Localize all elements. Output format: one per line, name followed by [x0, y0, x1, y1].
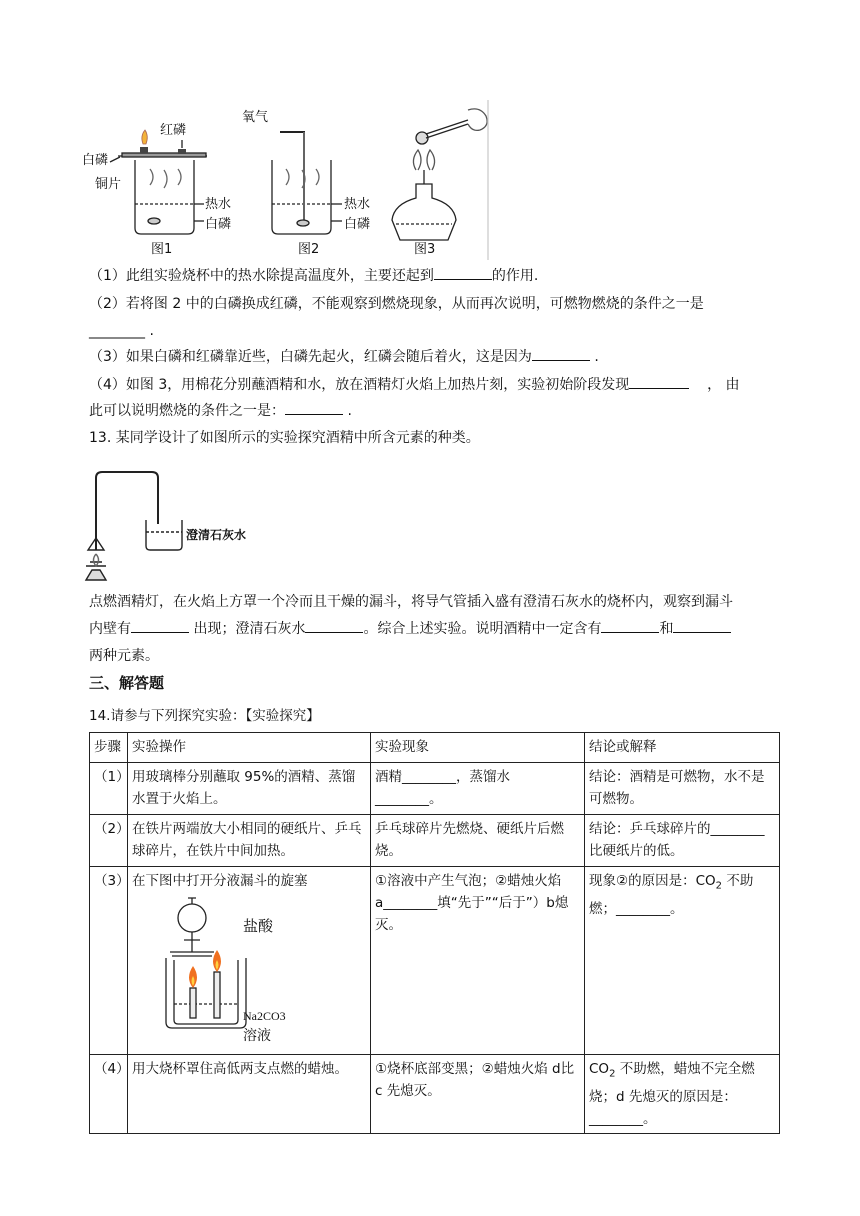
cell-step: （2）	[90, 815, 128, 867]
cell-observation	[371, 763, 585, 815]
q13-para-text-2d: 和	[659, 621, 674, 637]
header-operation: 实验操作	[128, 733, 371, 763]
fig-label-sodium-carbonate: Na2CO3	[243, 1009, 286, 1023]
cell-conclusion	[585, 867, 780, 1055]
header-observation: 实验现象	[371, 733, 585, 763]
cell-operation: 用玻璃棒分别蘸取 95%的酒精、蒸馏水置于火焰上。	[128, 763, 371, 815]
q12-part-2-text: （2）若将图 2 中的白磷换成红磷，不能观察到燃烧现象，从而再次说明，可燃物燃烧的条件之一是	[89, 296, 704, 312]
q12-line-4	[89, 346, 779, 368]
q12-line-6	[89, 400, 779, 422]
fig1-label-hot-water: 热水	[205, 197, 232, 212]
q13-para-text-2b: 出现；澄清石灰水	[193, 621, 306, 637]
combustion-figures	[80, 100, 500, 260]
cell-operation: 在铁片两端放大小相同的硬纸片、乒乓球碎片，在铁片中间加热。	[128, 815, 371, 867]
fig-label-hydrochloric-acid: 盐酸	[243, 917, 274, 935]
q12-line-2	[89, 293, 779, 315]
q12-part-4-tail: ， 由	[707, 377, 740, 393]
cell-observation: ①烧杯底部变黑；②蜡烛火焰 d比 c 先熄灭。	[371, 1055, 585, 1134]
q12-part-1-tail: 的作用.	[491, 268, 539, 284]
table-header-row	[90, 733, 780, 763]
table-row	[90, 815, 780, 867]
q12-line-5	[89, 374, 779, 396]
cell-operation: 用大烧杯罩住高低两支点燃的蜡烛。	[128, 1055, 371, 1134]
cell-step: （1）	[90, 763, 128, 815]
cell-observation: 乒乓球碎片先燃烧、硬纸片后燃烧。	[371, 815, 585, 867]
answer-blank[interactable]	[532, 346, 590, 361]
alcohol-lamp-apparatus-figure	[82, 466, 272, 584]
q13-title: 13. 某同学设计了如图所示的实验探究酒精中所含元素的种类。	[89, 430, 480, 446]
q13-para-line-1	[89, 591, 779, 613]
q14-title: 14.请参与下列探究实验：【实验探究】	[89, 708, 320, 724]
conclusion-text-b: 不助燃，蜡烛不完全燃烧；d 先熄灭的原因是：________。	[589, 1061, 755, 1127]
q13-para-text-3: 两种元素。	[89, 648, 159, 664]
q12-part-4-text: （4）如图 3，用棉花分别蘸酒精和水，放在酒精灯火焰上加热片刻，实验初始阶段发现	[89, 377, 630, 393]
fig1-label-red-phosphorus: 红磷	[160, 123, 187, 138]
answer-blank[interactable]	[131, 618, 189, 633]
figure-1	[110, 130, 207, 234]
q13-para-text-1: 点燃酒精灯，在火焰上方罩一个冷而且干燥的漏斗，将导气管插入盛有澄清石灰水的烧杯内，观察到漏斗	[89, 594, 733, 610]
q13-para-line-3	[89, 645, 779, 667]
q13-para-line-2	[89, 618, 779, 640]
cell-conclusion	[585, 1055, 780, 1134]
header-conclusion: 结论或解释	[585, 733, 780, 763]
figure-3	[392, 100, 488, 260]
table-row	[90, 1055, 780, 1134]
q12-part-1-text: （1）此组实验烧杯中的热水除提高温度外，主要还起到	[89, 268, 434, 284]
q12-part-4-text-2: 此可以说明燃烧的条件之一是：	[89, 403, 285, 419]
operation-text: 在下图中打开分液漏斗的旋塞	[132, 873, 308, 889]
cell-step: （3）	[90, 867, 128, 1055]
cell-conclusion: 结论：乒乓球碎片的________比硬纸片的低。	[585, 815, 780, 867]
fig2-label-oxygen: 氧气	[242, 110, 269, 125]
cell-step: （4）	[90, 1055, 128, 1134]
answer-blank[interactable]	[629, 374, 689, 389]
q12-part-3-tail: .	[594, 349, 599, 365]
fig-label-solution: 溶液	[243, 1028, 271, 1044]
observation-text-b: ________。	[375, 791, 443, 807]
experiment-table	[89, 732, 780, 1134]
table-row	[90, 763, 780, 815]
q12-part-4-tail-2: .	[347, 403, 352, 419]
subscript: 2	[609, 1068, 616, 1080]
conclusion-text-b: 不助燃；________。	[589, 873, 754, 917]
q13-para-text-2a: 内壁有	[89, 621, 131, 637]
fig1-label-copper: 铜片	[95, 177, 122, 192]
fig1-caption: 图1	[151, 242, 173, 257]
fig1-label-white-phosphorus: 白磷	[82, 153, 109, 168]
header-step: 步骤	[90, 733, 128, 763]
q12-part-3-text: （3）如果白磷和红磷靠近些，白磷先起火，红磷会随后着火，这是因为	[89, 349, 532, 365]
q12-line-1	[89, 265, 779, 287]
conclusion-text-a: 现象②的原因是：CO	[589, 873, 716, 889]
answer-blank[interactable]	[601, 618, 659, 633]
q13-fig-label-limewater: 澄清石灰水	[186, 528, 247, 542]
subscript: 2	[715, 880, 723, 892]
figure-2	[272, 132, 342, 234]
answer-blank[interactable]	[434, 265, 492, 280]
answer-blank[interactable]	[305, 618, 363, 633]
fig2-label-hot-water: 热水	[344, 197, 371, 212]
answer-blank[interactable]	[673, 618, 731, 633]
q12-part-2-blank: ________ .	[89, 323, 154, 339]
observation-text-a: 酒精________，蒸馏水	[375, 769, 510, 785]
cell-operation	[128, 867, 371, 1055]
conclusion-text-a: CO	[589, 1061, 610, 1077]
fig2-caption: 图2	[298, 242, 320, 257]
answer-blank[interactable]	[285, 400, 343, 415]
table-row	[90, 867, 780, 1055]
q12-line-3	[89, 320, 779, 342]
fig2-label-white-phosphorus: 白磷	[344, 217, 371, 232]
fig3-caption: 图3	[414, 242, 436, 257]
fig1-label-white-phosphorus-2: 白磷	[205, 217, 232, 232]
q13-para-text-2c: 。综合上述实验。说明酒精中一定含有	[363, 621, 602, 637]
section-heading: 三、解答题	[89, 674, 165, 692]
cell-conclusion: 结论：酒精是可燃物，水不是可燃物。	[585, 763, 780, 815]
cell-observation: ①溶液中产生气泡；②蜡烛火焰 a________填“先于”“后于”）b熄灭。	[371, 867, 585, 1055]
